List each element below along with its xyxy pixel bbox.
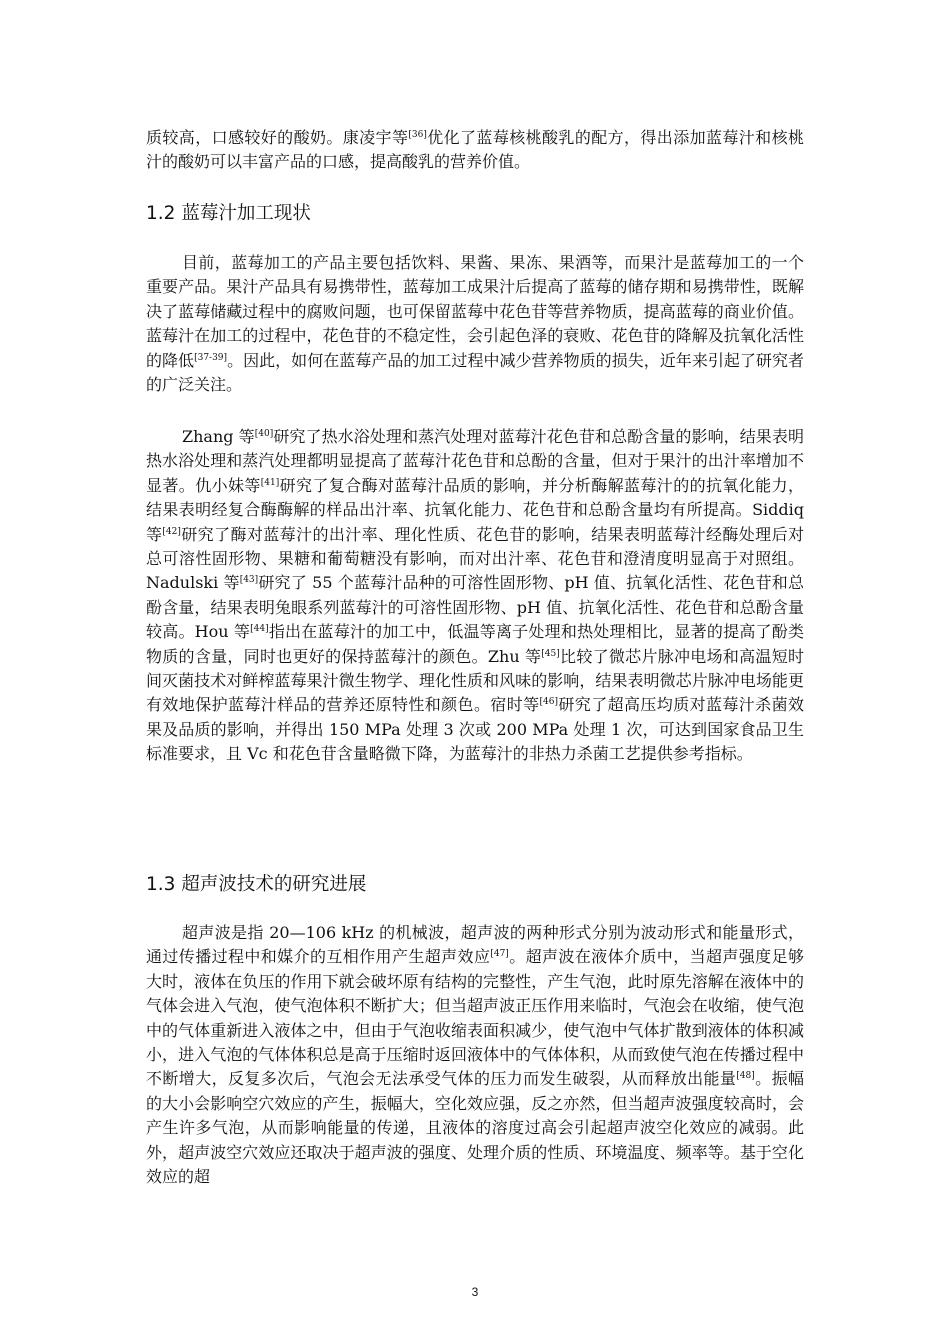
section-title: 蓝莓汁加工现状 — [181, 203, 311, 224]
paragraph-1-3-a — [146, 921, 804, 1189]
page-number: 3 — [471, 1285, 479, 1299]
text-run: 研究了 55 个蓝莓汁品种的可溶性固形物、pH 值、抗氧化活性、花色苷和总酚含量，结果表明兔眼系列蓝莓汁的可溶性固形物、pH 值、抗氧化活性、花色苷和总酚含量较高。Hou 等 — [146, 573, 804, 642]
citation-ref: [41] — [260, 477, 280, 488]
section-number: 1.2 — [146, 203, 176, 224]
text-run: 研究了酶对蓝莓汁的出汁率、理化性质、花色苷的影响，结果表明蓝莓汁经酶处理后对总可溶性固形物、果糖和葡萄糖没有影响，而对出汁率、花色苷和澄清度明显高于对照组。Nadulski 等 — [146, 524, 804, 593]
citation-ref: [36] — [408, 130, 427, 140]
citation-ref: [43] — [239, 575, 259, 586]
text-run: 研究了复合酶对蓝莓汁品质的影响，并分析酶解蓝莓汁的的抗氧化能力，结果表明经复合酶酶解的样品出汁率、抗氧化能力、花色苷和总酚含量均有所提高。Siddiq 等 — [146, 475, 804, 544]
citation-ref: [46] — [539, 697, 559, 708]
text-run: 。振幅的大小会影响空穴效应的产生，振幅大，空化效应强，反之亦然，但当超声波强度较高时，会产生许多气泡，从而影响能量的传递，且液体的溶度过高会引起超声波空化效应的减弱。此外，超声波空穴效应还取决于超声波的强度、处理介质的性质、环境温度、频率等。基于空化效应的超 — [146, 1069, 804, 1187]
paragraph-1-2-a — [146, 251, 804, 397]
section-heading-1-2 — [146, 201, 311, 227]
paragraph-1-2-b — [146, 425, 804, 767]
text-run: 。超声波在液体介质中，当超声强度足够大时，液体在负压的作用下就会破坏原有结构的完整性，产生气泡，此时原先溶解在液体中的气体会进入气泡，使气泡体积不断扩大；但当超声波正压作用来临时，气泡会在收缩，使气泡中的气体重新进入液体之中，但由于气泡收缩表面积减少，使气泡中气体扩散到液体的体积减小，进入气泡的气体体积总是高于压缩时返回液体中的气体体积，从而致使气泡在传播过程中不断增大，反复多次后，气泡会无法承受气体的压力而发生破裂，从而释放出能量 — [146, 947, 804, 1089]
citation-ref: [48] — [736, 1071, 755, 1082]
section-title: 超声波技术的研究进展 — [181, 874, 367, 895]
text-run: 质较高，口感较好的酸奶。康凌宇等 — [146, 128, 409, 147]
citation-ref: [44] — [250, 624, 269, 635]
citation-ref: [37-39] — [194, 352, 228, 363]
text-run: 研究了热水浴处理和蒸汽处理对蓝莓汁花色苷和总酚含量的影响，结果表明热水浴处理和蒸汽处理都明显提高了蓝莓汁花色苷和总酚的含量，但对于果汁的出汁率增加不显著。仇小妹等 — [146, 427, 804, 495]
citation-ref: [45] — [541, 648, 560, 659]
citation-ref: [40] — [254, 429, 274, 439]
text-run: 目前，蓝莓加工的产品主要包括饮料、果酱、果冻、果酒等，而果汁是蓝莓加工的一个重要产品。果汁产品具有易携带性，蓝莓加工成果汁后提高了蓝莓的储存期和易携带性，既解决了蓝莓储藏过程中的腐败问题，也可保留蓝莓中花色苷等营养物质，提高蓝莓的商业价值。蓝莓汁在加工的过程中，花色苷的不稳定性，会引起色泽的衰败、花色苷的降解及抗氧化活性的降低 — [146, 253, 804, 370]
text-run: 比较了微芯片脉冲电场和高温短时间灭菌技术对鲜榨蓝莓果汁微生物学、理化性质和风味的影响，结果表明微芯片脉冲电场能更有效地保护蓝莓汁样品的营养还原特性和颜色。宿时等 — [146, 646, 804, 715]
section-heading-1-3 — [146, 872, 366, 898]
text-run: 。因此，如何在蓝莓产品的加工过程中减少营养物质的损失，近年来引起了研究者的广泛关注。 — [146, 350, 804, 395]
text-run: 优化了蓝莓核桃酸乳的配方，得出添加蓝莓汁和核桃汁的酸奶可以丰富产品的口感，提高酸乳的营养价值。 — [146, 128, 804, 172]
citation-ref: [42] — [162, 526, 181, 537]
text-run: 指出在蓝莓汁的加工中，低温等离子处理和热处理相比，显著的提高了酚类物质的含量，同时也更好的保持蓝莓汁的颜色。Zhu 等 — [146, 622, 804, 666]
text-run: 研究了超高压均质对蓝莓汁杀菌效果及品质的影响，并得出 150 MPa 处理 3 次或 200 MPa 处理 1 次，可达到国家食品卫生标准要求，且 Vc 和花色苷含量略微下降，为蓝莓汁的非热力杀菌工艺提供参考指标。 — [146, 695, 804, 764]
text-run: 超声波是指 20—106 kHz 的机械波，超声波的两种形式分别为波动形式和能量形式，通过传播过程中和媒介的互相作用产生超声效应 — [146, 923, 804, 967]
section-number: 1.3 — [146, 874, 176, 895]
citation-ref: [47] — [490, 949, 509, 960]
text-run: Zhang 等 — [182, 427, 255, 446]
intro-paragraph — [146, 126, 804, 175]
